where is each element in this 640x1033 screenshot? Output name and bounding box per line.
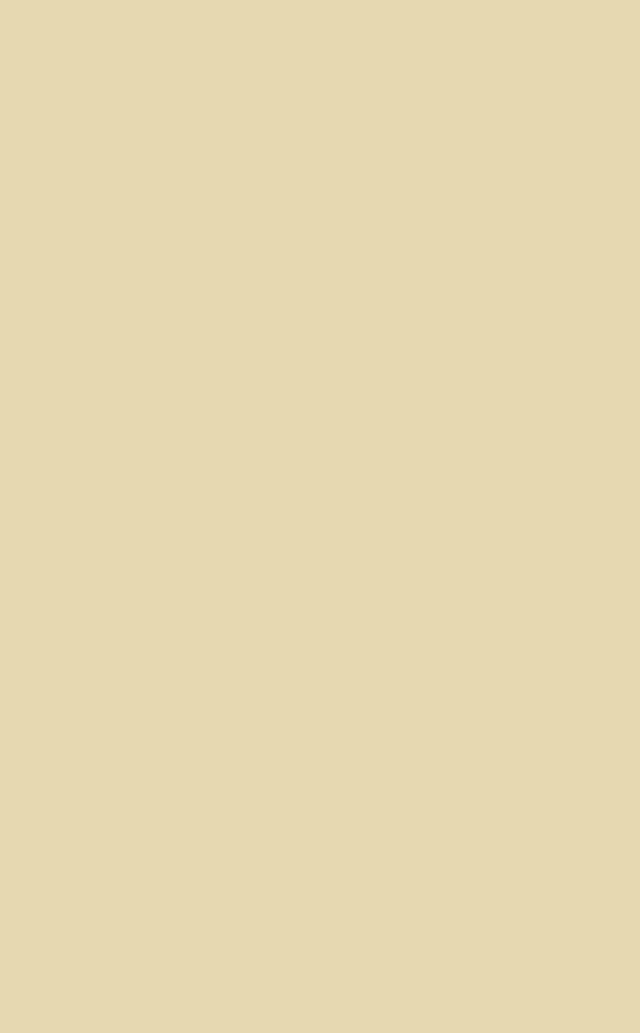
music-system-4 xyxy=(0,700,640,838)
music-system-3 xyxy=(0,484,640,682)
music-system-2 xyxy=(0,272,640,468)
music-system-5 xyxy=(0,856,640,1012)
music-system-1 xyxy=(0,60,640,250)
